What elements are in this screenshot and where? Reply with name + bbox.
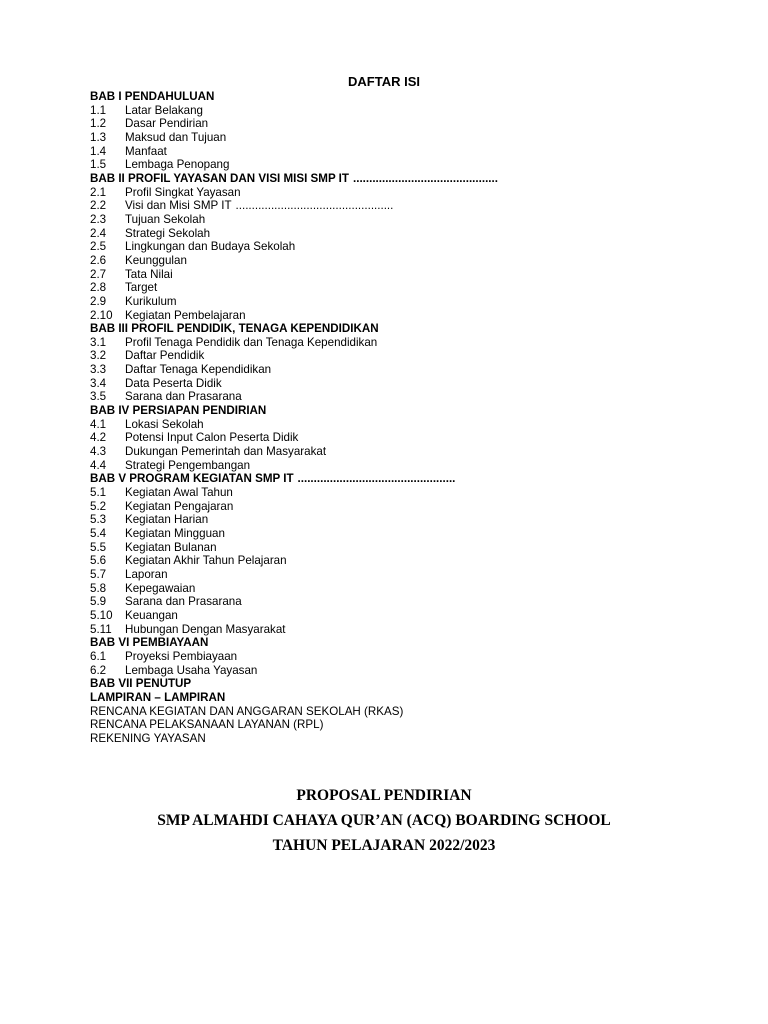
toc-entry: [90, 295, 690, 309]
toc-entry-number: 3.1: [90, 335, 107, 349]
toc-entry-text: Kepegawaian: [125, 581, 196, 595]
toc-entry-number: 5.1: [90, 486, 107, 500]
toc-entry-text: Manfaat: [125, 144, 167, 158]
toc-entry-text: Maksud dan Tujuan: [125, 130, 227, 144]
toc-entry: [90, 158, 690, 172]
toc-entry-text: BAB IV PERSIAPAN PENDIRIAN: [90, 404, 267, 418]
toc-entry-text: Profil Tenaga Pendidik dan Tenaga Kependidikan: [125, 335, 378, 349]
toc-entry-text: BAB VII PENUTUP: [90, 677, 192, 691]
toc-entry-text: Daftar Tenaga Kependidikan: [125, 363, 272, 377]
toc-entry-number: 5.4: [90, 527, 107, 540]
toc-entry: [90, 595, 690, 609]
toc-entry-text: RENCANA KEGIATAN DAN ANGGARAN SEKOLAH (RKAS): [90, 704, 404, 718]
toc-entry: [90, 363, 690, 377]
toc-entry-number: 6.1: [90, 649, 107, 663]
cover-block: [0, 783, 768, 858]
toc-entry: [90, 227, 690, 241]
toc-entry-text: Sarana dan Prasarana: [125, 595, 242, 609]
toc-entry: [90, 500, 690, 514]
toc-entry-number: 5.8: [90, 581, 107, 595]
toc-entry-number: 5.2: [90, 499, 107, 513]
toc-entry: [90, 281, 690, 295]
toc-chapter-heading: [90, 90, 690, 104]
toc-entry-text: Lingkungan dan Budaya Sekolah: [125, 240, 296, 254]
toc-entry-number: 1.4: [90, 144, 107, 158]
toc-entry: [90, 513, 690, 527]
toc-entry-text: BAB III PROFIL PENDIDIK, TENAGA KEPENDIDIKAN: [90, 322, 379, 336]
toc-entry: [90, 336, 690, 350]
toc-entry-text: Daftar Pendidik: [125, 349, 205, 363]
toc-entry-text: BAB V PROGRAM KEGIATAN SMP IT: [90, 472, 294, 486]
toc-entry-number: 3.4: [90, 376, 107, 390]
toc-entry-text: Lokasi Sekolah: [125, 417, 204, 431]
toc-chapter-heading: [90, 404, 690, 418]
toc-entry: [90, 377, 690, 391]
toc-entry: [90, 199, 690, 213]
toc-entry-number: 5.5: [90, 540, 107, 554]
cover-academic-year: TAHUN PELAJARAN 2022/2023: [272, 837, 496, 854]
toc-entry: [90, 527, 690, 541]
toc-entry-number: 5.6: [90, 554, 107, 568]
toc-entry-number: 2.9: [90, 294, 107, 308]
toc-entry-number: 5.7: [90, 567, 107, 581]
toc-entry-text: Kurikulum: [125, 294, 177, 308]
toc-entry: [90, 117, 690, 131]
toc-leader-dots: .................................................: [297, 472, 456, 486]
toc-entry-number: 1.2: [90, 117, 107, 131]
toc-entry-number: 2.6: [90, 253, 107, 267]
toc-entry-text: Keunggulan: [125, 253, 187, 267]
toc-entry: [90, 268, 690, 282]
toc-entry-number: 2.8: [90, 281, 107, 295]
toc-leader-dots: .............................................: [353, 171, 498, 185]
toc-entry-number: 1.1: [90, 103, 107, 117]
toc-entry: [90, 650, 690, 664]
toc-entry-number: 1.3: [90, 130, 107, 144]
toc-entry: [90, 431, 690, 445]
toc-entry: [90, 568, 690, 582]
toc-entry-number: 2.3: [90, 212, 107, 226]
toc-appendix-entry: [90, 718, 690, 732]
toc-entry-text: Strategi Pengembangan: [125, 458, 251, 472]
toc-chapter-heading: [90, 691, 690, 705]
toc-entry-text: BAB VI PEMBIAYAAN: [90, 636, 209, 650]
toc-entry-text: Lembaga Usaha Yayasan: [125, 663, 258, 677]
toc-entry-text: Tujuan Sekolah: [125, 212, 206, 226]
toc-list: [90, 90, 690, 746]
toc-entry: [90, 664, 690, 678]
toc-entry-text: Dukungan Pemerintah dan Masyarakat: [125, 445, 327, 459]
toc-entry: [90, 254, 690, 268]
toc-entry-number: 2.7: [90, 267, 107, 281]
toc-entry-text: Visi dan Misi SMP IT: [125, 199, 232, 213]
toc-entry-text: Strategi Sekolah: [125, 226, 211, 240]
toc-entry-text: Kegiatan Awal Tahun: [125, 486, 233, 500]
toc-entry-text: Latar Belakang: [125, 103, 203, 117]
toc-chapter-heading: [90, 172, 690, 186]
toc-entry-text: Sarana dan Prasarana: [125, 390, 242, 404]
toc-entry-number: 4.4: [90, 458, 107, 472]
toc-entry-number: 4.1: [90, 417, 107, 431]
toc-entry: [90, 554, 690, 568]
toc-entry: [90, 349, 690, 363]
toc-title: DAFTAR ISI: [348, 74, 420, 89]
toc-appendix-entry: [90, 705, 690, 719]
toc-entry-text: Target: [125, 281, 158, 295]
toc-chapter-heading: [90, 636, 690, 650]
toc-entry-number: 2.2: [90, 199, 107, 213]
toc-entry-number: 2.5: [90, 240, 107, 254]
toc-entry-text: BAB I PENDAHULUAN: [90, 90, 215, 103]
toc-chapter-heading: [90, 322, 690, 336]
toc-entry-text: BAB II PROFIL YAYASAN DAN VISI MISI SMP IT: [90, 171, 349, 185]
toc-chapter-heading: [90, 472, 690, 486]
toc-entry-number: 5.9: [90, 595, 107, 609]
toc-entry-number: 3.2: [90, 349, 107, 363]
toc-entry-text: Dasar Pendirian: [125, 117, 209, 131]
toc-entry: [90, 145, 690, 159]
toc-entry: [90, 623, 690, 637]
toc-entry: [90, 186, 690, 200]
toc-chapter-heading: [90, 677, 690, 691]
toc-entry-text: Kegiatan Bulanan: [125, 540, 217, 554]
toc-entry-text: Kegiatan Pembelajaran: [125, 308, 246, 322]
toc-entry-number: 5.3: [90, 513, 107, 527]
toc-leader-dots: .................................................: [235, 199, 394, 213]
toc-entry-text: Tata Nilai: [125, 267, 173, 281]
toc-entry: [90, 390, 690, 404]
toc-entry-text: Laporan: [125, 567, 168, 581]
cover-school-name: SMP ALMAHDI CAHAYA QUR’AN (ACQ) BOARDING SCHOOL: [157, 812, 611, 829]
toc-entry-text: Kegiatan Mingguan: [125, 527, 225, 540]
toc-entry: [90, 486, 690, 500]
toc-entry-text: REKENING YAYASAN: [90, 731, 206, 745]
toc-entry: [90, 459, 690, 473]
cover-title: PROPOSAL PENDIRIAN: [296, 787, 472, 804]
toc-entry: [90, 131, 690, 145]
toc-entry-text: Kegiatan Akhir Tahun Pelajaran: [125, 554, 287, 568]
toc-entry-text: Lembaga Penopang: [125, 158, 230, 172]
toc-entry-text: Potensi Input Calon Peserta Didik: [125, 431, 299, 445]
toc-entry-number: 5.10: [90, 608, 113, 622]
toc-entry: [90, 445, 690, 459]
toc-entry-text: Profil Singkat Yayasan: [125, 185, 241, 199]
toc-entry-number: 1.5: [90, 158, 107, 172]
toc-entry: [90, 541, 690, 555]
toc-entry: [90, 240, 690, 254]
toc-entry-number: 2.4: [90, 226, 107, 240]
toc-entry-text: RENCANA PELAKSANAAN LAYANAN (RPL): [90, 718, 324, 732]
toc-entry-text: Keuangan: [125, 608, 178, 622]
toc-entry-number: 3.3: [90, 363, 107, 377]
toc-entry-number: 4.2: [90, 431, 107, 445]
toc-entry-text: Proyeksi Pembiayaan: [125, 649, 238, 663]
toc-appendix-entry: [90, 732, 690, 746]
toc-entry-number: 2.1: [90, 185, 107, 199]
toc-entry: [90, 582, 690, 596]
toc-entry: [90, 213, 690, 227]
toc-entry-number: 4.3: [90, 445, 107, 459]
toc-entry-number: 5.11: [90, 622, 112, 636]
toc-entry: [90, 609, 690, 623]
toc-entry-number: 6.2: [90, 663, 107, 677]
toc-entry-text: Hubungan Dengan Masyarakat: [125, 622, 286, 636]
toc-entry-text: Kegiatan Pengajaran: [125, 499, 234, 513]
toc-entry: [90, 104, 690, 118]
toc-entry-text: LAMPIRAN – LAMPIRAN: [90, 690, 226, 704]
toc-entry: [90, 309, 690, 323]
toc-entry-text: Kegiatan Harian: [125, 513, 209, 527]
toc-entry-number: 3.5: [90, 390, 107, 404]
toc-entry: [90, 418, 690, 432]
toc-entry-number: 2.10: [90, 308, 113, 322]
toc-entry-text: Data Peserta Didik: [125, 376, 222, 390]
